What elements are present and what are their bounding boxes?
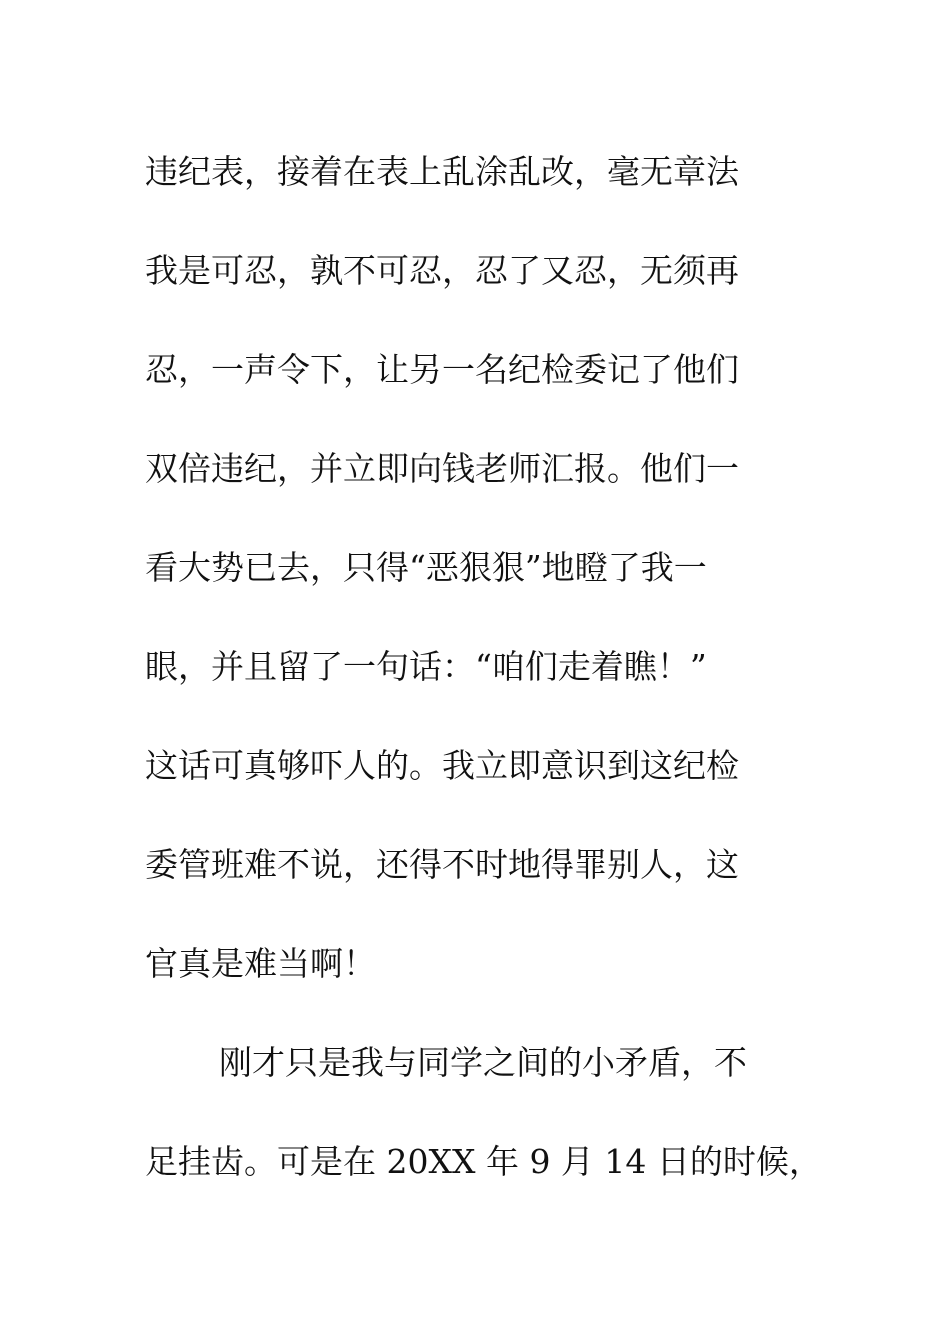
paragraph-first-line: 刚才只是我与同学之间的小矛盾，不: [219, 1043, 747, 1082]
text-line: 官真是难当啊！: [145, 944, 376, 983]
text-line: 足挂齿。可是在 20XX 年 9 月 14 日的时候，: [145, 1142, 822, 1181]
text-line: 眼，并且留了一句话：“咱们走着瞧！”: [145, 647, 707, 686]
text-line: 委管班难不说，还得不时地得罪别人，这: [145, 845, 739, 884]
text-line: 双倍违纪，并立即向钱老师汇报。他们一: [145, 449, 739, 488]
text-line: 我是可忍，孰不可忍，忍了又忍，无须再: [145, 251, 739, 290]
text-line: 忍，一声令下，让另一名纪检委记了他们: [145, 350, 739, 389]
text-line: 违纪表，接着在表上乱涂乱改，毫无章法: [145, 152, 739, 191]
body-text: [145, 122, 822, 1211]
text-line: 这话可真够吓人的。我立即意识到这纪检: [145, 746, 739, 785]
text-line: 看大势已去，只得“恶狠狠”地瞪了我一: [145, 548, 707, 587]
